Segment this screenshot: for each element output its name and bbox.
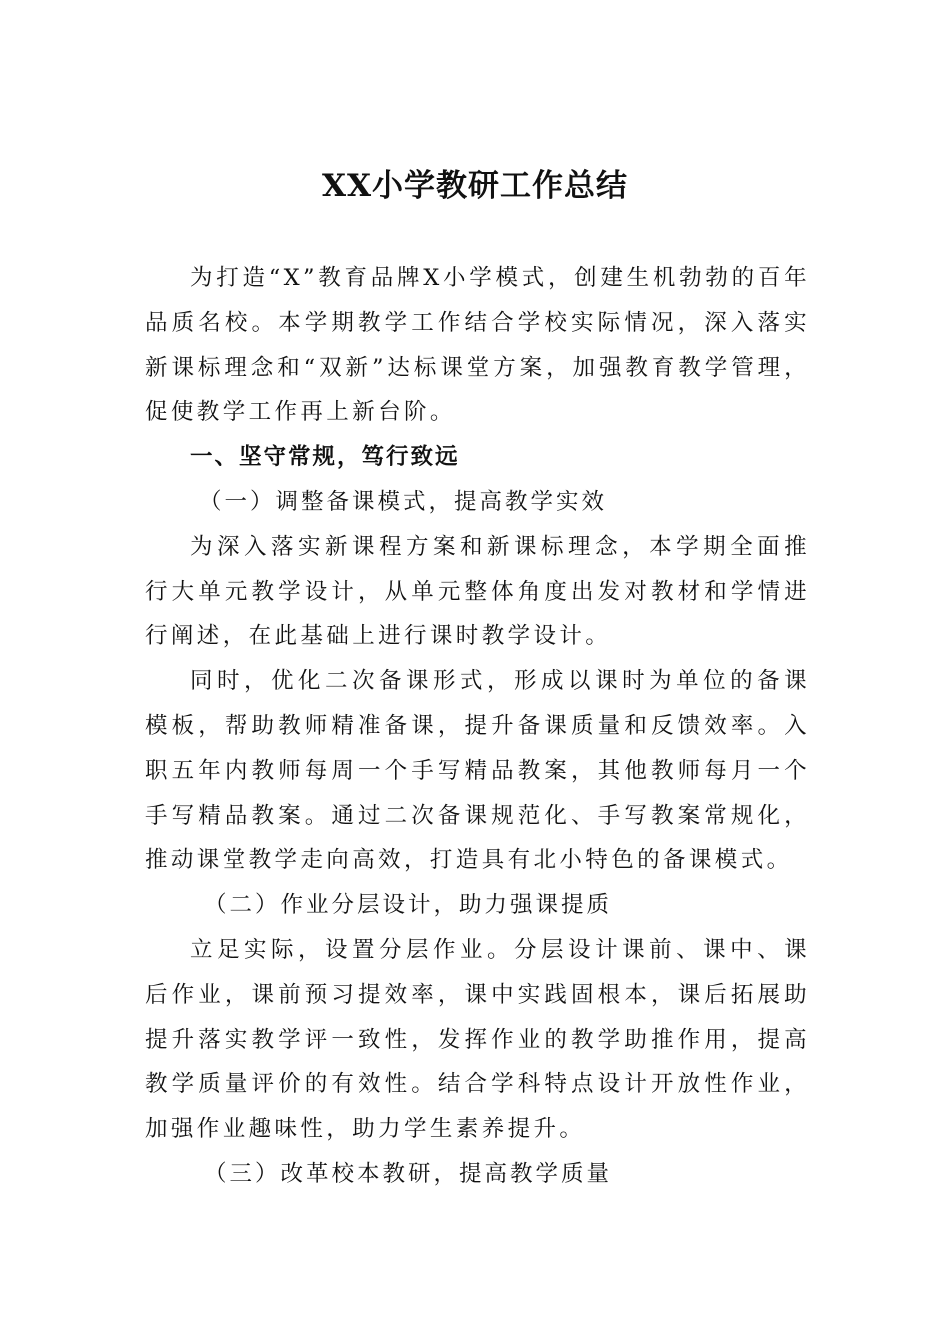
paragraph-1-1-b: 同时，优化二次备课形式，形成以课时为单位的备课模板，帮助教师精准备课，提升备课质量和反馈效率。入职五年内教师每周一个手写精品教案，其他教师每月一个手写精品教案。通过二次备课规范化、手写教案常规化，推动课堂教学走向高效，打造具有北小特色的备课模式。 [145,668,810,874]
section-heading-1: 一、坚守常规，笃行致远 [190,444,460,471]
document-body [145,256,810,1197]
intro-paragraph: 为打造“X”教育品牌X小学模式，创建生机勃勃的百年品质名校。本学期教学工作结合学校实际情况，深入落实新课标理念和“双新”达标课堂方案，加强教育教学管理，促使教学工作再上新台阶。 [145,265,810,426]
subsection-heading-1: （一）调整备课模式，提高教学实效 [199,488,608,515]
paragraph-1-2-a: 立足实际，设置分层作业。分层设计课前、课中、课后作业，课前预习提效率，课中实践固根本，课后拓展助提升落实教学评一致性，发挥作业的教学助推作用，提高教学质量评价的有效性。结合学科特点设计开放性作业，加强作业趣味性，助力学生素养提升。 [145,936,810,1143]
paragraph-1-1-a: 为深入落实新课程方案和新课标理念，本学期全面推行大单元教学设计，从单元整体角度出发对教材和学情进行阐述，在此基础上进行课时教学设计。 [145,533,810,650]
document-title: XX小学教研工作总结 [321,168,629,204]
subsection-heading-2: （二）作业分层设计，助力强课提质 [204,892,613,919]
subsection-heading-3: （三）改革校本教研，提高教学质量 [204,1160,613,1187]
